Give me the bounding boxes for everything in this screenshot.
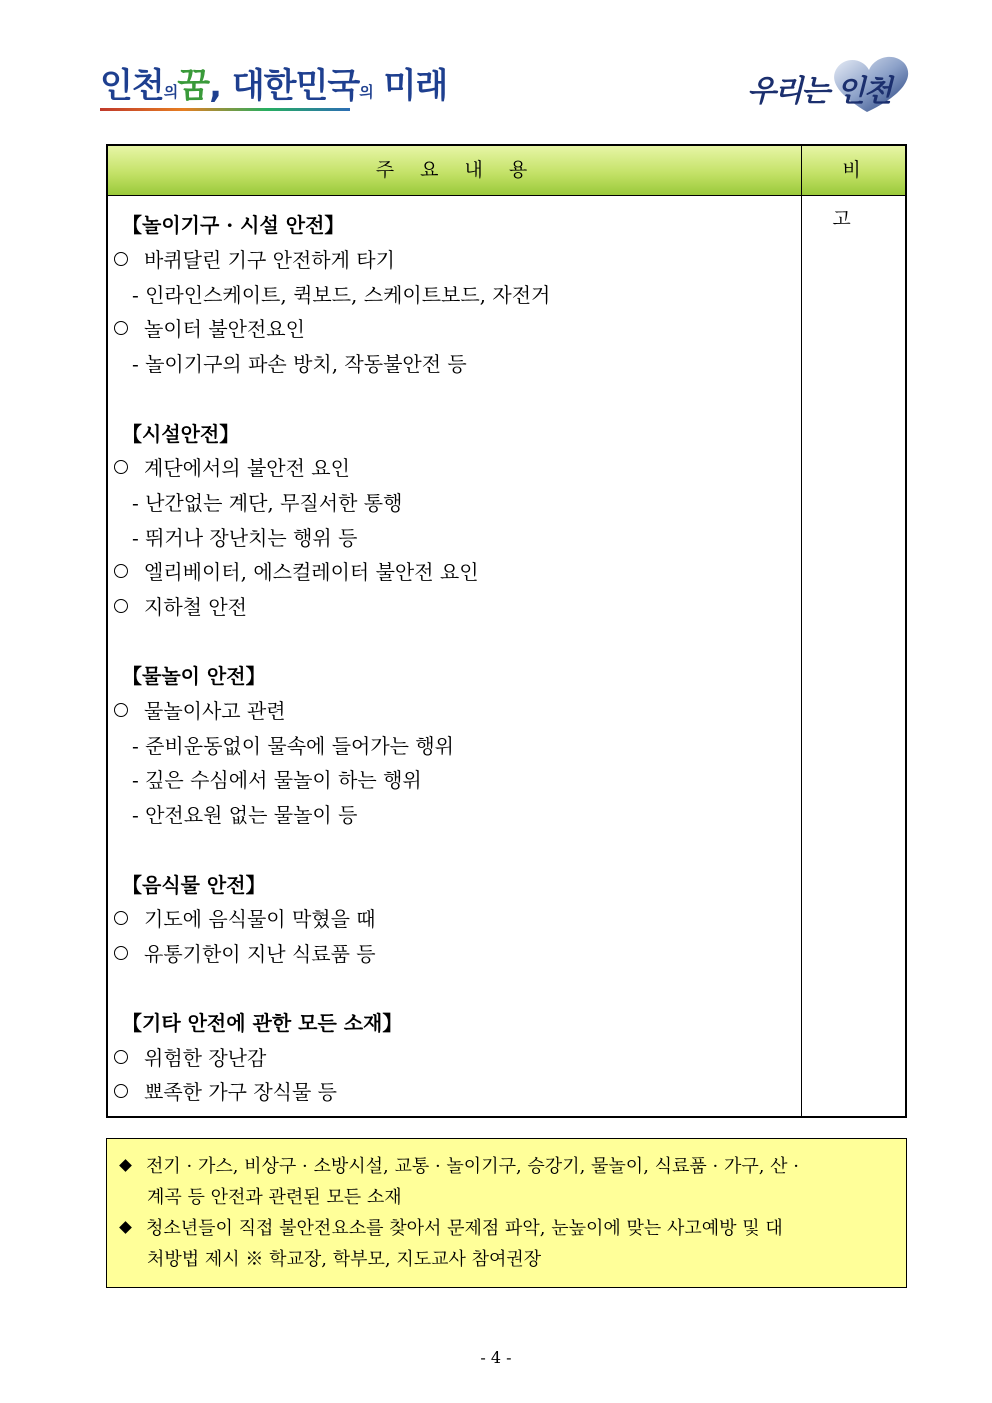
circle-bullet-icon [114,946,128,960]
we-are-incheon-logo [745,50,920,118]
circle-bullet-icon [114,911,128,925]
sub-item: - 뛰거나 장난치는 행위 등 [132,526,358,550]
notice-item-continued: 처방법 제시 ※ 학교장, 학부모, 지도교사 참여권장 [147,1249,542,1270]
diamond-bullet-icon [119,1221,132,1234]
circle-bullet-icon [114,564,128,578]
sub-item: - 준비운동없이 물속에 들어가는 행위 [132,734,454,758]
incheon-slogan-logo [100,58,448,118]
header-remarks: 비고 [832,159,885,230]
header-main-content: 주요내용 [375,159,554,181]
circle-bullet-icon [114,1050,128,1064]
list-item: 기도에 음식물이 막혔을 때 [114,902,376,936]
section-title: 【시설안전】 [122,422,240,446]
circle-bullet-icon [114,252,128,266]
sub-item: - 인라인스케이트, 퀵보드, 스케이트보드, 자전거 [132,283,551,307]
list-item: 뾰족한 가구 장식물 등 [114,1075,337,1109]
sub-item: - 난간없는 계단, 무질서한 통행 [132,491,403,515]
list-item: 놀이터 불안전요인 [114,312,305,346]
list-item: 계단에서의 불안전 요인 [114,451,350,485]
slogan-text: 인천의꿈, 대한민국의 미래 [100,66,448,106]
notice-item: 청소년들이 직접 불안전요소를 찾아서 문제점 파악, 눈높이에 맞는 사고예방 및 대 [121,1214,783,1244]
section-title: 【음식물 안전】 [122,873,266,897]
section-title: 【기타 안전에 관한 모든 소재】 [122,1011,403,1035]
circle-bullet-icon [114,703,128,717]
page-number: - 4 - [480,1348,512,1367]
notice-item: 전기 · 가스, 비상구 · 소방시설, 교통 · 놀이기구, 승강기, 물놀이, 식료품 · 가구, 산 · [121,1152,799,1182]
column-divider [801,146,802,1116]
circle-bullet-icon [114,460,128,474]
list-item: 지하철 안전 [114,590,247,624]
circle-bullet-icon [114,599,128,613]
list-item: 위험한 장난감 [114,1041,266,1075]
list-item: 엘리베이터, 에스컬레이터 불안전 요인 [114,555,479,589]
list-item: 물놀이사고 관련 [114,694,286,728]
sub-item: - 안전요원 없는 물놀이 등 [132,803,358,827]
list-item: 바퀴달린 기구 안전하게 타기 [114,243,395,277]
section-title: 【물놀이 안전】 [122,664,266,688]
list-item: 유통기한이 지난 식료품 등 [114,937,376,971]
circle-bullet-icon [114,321,128,335]
slogan-underline [100,108,350,111]
notice-box [106,1138,907,1288]
sub-item: - 놀이기구의 파손 방치, 작동불안전 등 [132,352,467,376]
content-table [106,144,907,1118]
section-title: 【놀이기구 · 시설 안전】 [122,213,345,237]
logo-text: 우리는 인천 [747,74,891,109]
notice-item-continued: 계곡 등 안전과 관련된 모든 소재 [147,1187,402,1208]
sub-item: - 깊은 수심에서 물놀이 하는 행위 [132,768,422,792]
circle-bullet-icon [114,1084,128,1098]
diamond-bullet-icon [119,1159,132,1172]
